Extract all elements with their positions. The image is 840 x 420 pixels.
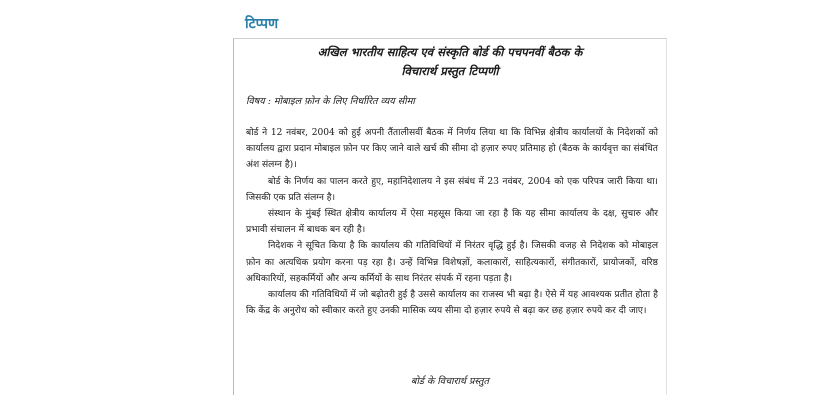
document-subject: विषय : मोबाइल फ़ोन के लिए निर्धारित व्यय सीमा <box>246 96 415 107</box>
section-heading: टिप्पण <box>245 16 279 32</box>
title-line-2: विचारार्थ प्रस्तुत टिप्पणी <box>401 64 499 78</box>
paragraph-3: संस्थान के मुंबई स्थित क्षेत्रीय कार्यालय में ऐसा महसूस किया जा रहा है कि यह सीमा कार्यालय के दक्ष, सुचारु और प्रभावी संचालन में बाधक बन रही है। <box>246 209 658 236</box>
paragraph-5: कार्यालय की गतिविधियों में जो बढ़ोतरी हुई है उससे कार्यालय का राजस्व भी बढ़ा है। ऐसे में यह आवश्यक प्रतीत होता है कि केंद्र के अनुरोध को स्वीकार करते हुए उनकी मासिक व्यय सीमा दो हज़ार रुपये से बढ़ा कर छह हज़ार रुपये कर दी जाए। <box>246 290 658 317</box>
note-document <box>233 38 667 395</box>
document-title <box>234 43 666 81</box>
paragraph-1: बोर्ड ने 12 नवंबर, 2004 को हुई अपनी तैंतालीसवीं बैठक में निर्णय लिया था कि विभिन्न क्षेत्रीय कार्यालयों के निदेशकों को कार्यालय द्वारा प्रदान मोबाइल फ़ोन पर किए जाने वाले खर्च की सीमा दो हज़ार रुपए प्रतिमाह हो (बैठक के कार्यवृत्त का संबंधित अंश संलग्न है)। <box>246 128 658 171</box>
paragraph-4: निदेशक ने सूचित किया है कि कार्यालय की गतिविधियों में निरंतर वृद्धि हुई है। जिसकी वजह से निदेशक को मोबाइल फ़ोन का अत्यधिक प्रयोग करना पड़ रहा है। उन्हें विभिन्न विशेषज्ञों, कलाकारों, साहित्यकारों, संगीतकारों, प्रायोजकों, वरिष्ठ अधिकारियों, सहकर्मियों और अन्य कर्मियों के साथ निरंतर संपर्क में रहना पड़ता है। <box>246 241 658 284</box>
document-body <box>246 125 658 319</box>
document-signoff: बोर्ड के विचारार्थ प्रस्तुत <box>411 376 489 387</box>
title-line-1: अखिल भारतीय साहित्य एवं संस्कृति बोर्ड की पचपनवीं बैठक के <box>317 45 583 59</box>
paragraph-2: बोर्ड के निर्णय का पालन करते हुए, महानिदेशालय ने इस संबंध में 23 नवंबर, 2004 को एक परिपत्र जारी किया था। जिसकी एक प्रति संलग्न है। <box>246 176 658 203</box>
